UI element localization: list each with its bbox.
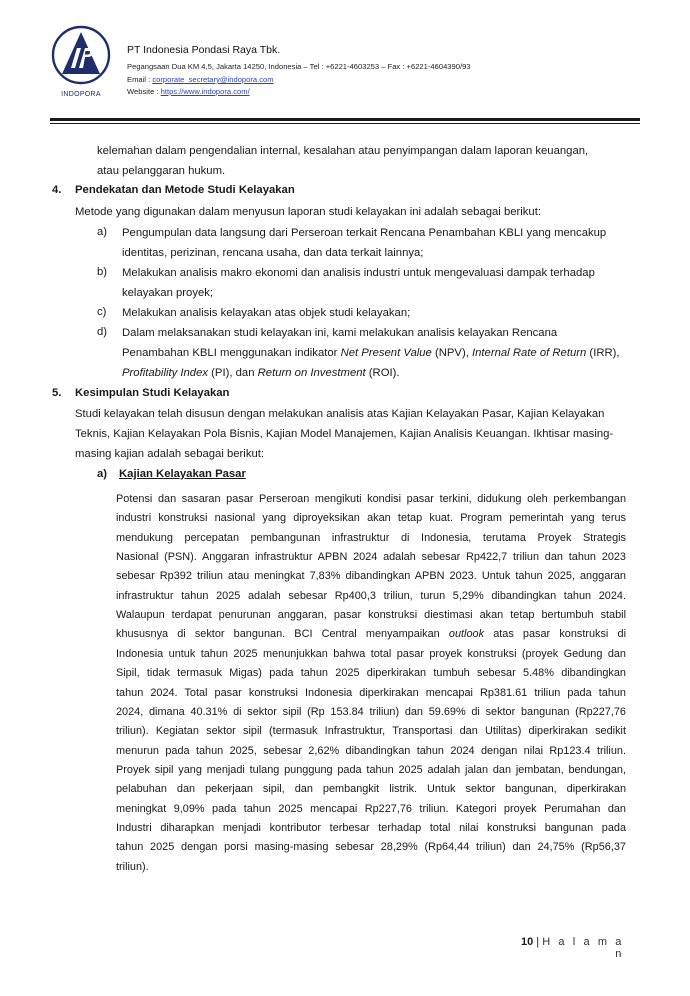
list-marker: c) <box>97 306 107 318</box>
paragraph-line: Proyek sipil yang menjadi tulang punggung pada tahun 2025 adalah jalan dan jembatan, bendungan, <box>116 763 626 776</box>
list-item-text: Melakukan analisis makro ekonomi dan analisis industri untuk mengevaluasi dampak terhadap <box>122 267 595 279</box>
intro-line: kelemahan dalam pengendalian internal, kesalahan atau penyimpangan dalam laporan keuangan, <box>97 145 589 157</box>
section-title: Kesimpulan Studi Kelayakan <box>75 387 230 399</box>
list-item-text: Melakukan analisis kelayakan atas objek studi kelayakan; <box>122 307 411 319</box>
paragraph-line: tahun 2024. Total pasar konstruksi Indonesia diperkirakan mencapai Rp381.61 triliun pada tahun <box>116 686 626 699</box>
website-label: Website : <box>127 87 161 96</box>
section-number: 4. <box>52 184 62 196</box>
section-title: Pendekatan dan Metode Studi Kelayakan <box>75 184 295 196</box>
paragraph-line: meningkat 9,09% pada tahun 2025 mencapai Rp227,76 triliun. Kategori proyek Perumahan dan <box>116 802 626 815</box>
paragraph-line: mendukung percepatan pembangunan infrastruktur di Indonesia, terutama Proyek Strategis <box>116 531 626 544</box>
subsection-marker: a) <box>97 468 108 480</box>
paragraph-line: khususnya di sektor bangunan. BCI Central menyampaikan outlook atas pasar konstruksi di <box>116 628 626 641</box>
logo-text: INDOPORA <box>61 91 101 98</box>
paragraph-line: menurun pada tahun 2025, sebesar 2,62% dibandingkan tahun 2024 dengan nilai Rp123.4 triliun. <box>116 744 626 757</box>
paragraph-line: sebesar Rp392 triliun atau meningkat 7,83% dibandingkan APBN 2023. Untuk tahun 2025, anggaran <box>116 570 626 583</box>
list-item-text: Penambahan KBLI menggunakan indikator Net Present Value (NPV), Internal Rate of Return (IRR), <box>122 347 620 359</box>
page-footer <box>520 936 624 960</box>
list-item-text: identitas, perizinan, rencana usaha, dan data terkait lainnya; <box>122 247 424 259</box>
company-address: Pegangsaan Dua KM 4,5, Jakarta 14250, Indonesia – Tel : +6221-4603253 – Fax : +6221-4604390/93 <box>127 62 471 71</box>
email-link[interactable]: corporate_secretary@indopora.com <box>152 75 274 84</box>
email-label: Email : <box>127 75 153 84</box>
company-name: PT Indonesia Pondasi Raya Tbk. <box>127 44 281 56</box>
paragraph-line: Teknis, Kajian Kelayakan Pola Bisnis, Kajian Model Manajemen, Kajian Analisis Keuangan. Ikhtisar masing- <box>75 428 614 440</box>
page-word: H a l a m a n <box>542 936 624 960</box>
list-marker: b) <box>97 266 108 278</box>
paragraph-line: Industri diharapkan menjadi kontributor terbesar terhadap total nilai konstruksi bangunan pada <box>116 821 626 834</box>
paragraph-line: triliun). Kegiatan sektor sipil (termasuk Infrastruktur, Transportasi dan Utilitas) diperkirakan sedikit <box>116 725 626 738</box>
paragraph-line: Sipil, tidak termasuk Migas) pada tahun 2025 diperkirakan tumbuh sebesar 5.48% dibandingkan <box>116 667 626 680</box>
paragraph-line: Nasional (PSN). Anggaran infrastruktur APBN 2024 adalah sebesar Rp422,7 triliun dan tahun 2023 <box>116 551 626 564</box>
header-divider <box>50 118 640 121</box>
paragraph-line: Indonesia untuk tahun 2025 menunjukkan bahwa total pasar proyek konstruksi (proyek Gedung dan <box>116 647 626 660</box>
page-number: 10 <box>520 936 534 948</box>
list-marker: a) <box>97 226 108 238</box>
page-separator: | <box>533 936 543 948</box>
paragraph-line: masing kajian adalah sebagai berikut: <box>75 448 265 460</box>
list-item-text: Pengumpulan data langsung dari Perseroan terkait Rencana Penambahan KBLI yang mencakup <box>122 227 607 239</box>
paragraph-line: 2024, dimana 40.31% di sektor sipil (Rp 153.84 triliun) dan 59.69% di sektor bangunan (Rp227,76 <box>116 705 626 718</box>
paragraph-line: Studi kelayakan telah disusun dengan melakukan analisis atas Kajian Kelayakan Pasar, Kajian Kelayakan <box>75 408 605 420</box>
paragraph-line: industri konstruksi nasional yang diproyeksikan akan tetap kuat. Program pemerintah yang terus <box>116 512 626 525</box>
section-number: 5. <box>52 387 62 399</box>
list-item-text: Profitability Index (PI), dan Return on Investment (ROI). <box>122 367 400 379</box>
list-marker: d) <box>97 326 108 338</box>
paragraph-line: Walaupun terdapat penurunan anggaran, pasar konstruksi diestimasi akan tetap bertumbuh stabil <box>116 609 626 622</box>
header-divider-thin <box>50 123 640 124</box>
list-item-text: Dalam melaksanakan studi kelayakan ini, kami melakukan analisis kelayakan Rencana <box>122 327 558 339</box>
paragraph-line: Potensi dan sasaran pasar Perseroan mengikuti kondisi pasar terkini, didukung oleh perkembangan <box>116 493 626 505</box>
italic-term: outlook <box>448 628 485 641</box>
paragraph-line: infrastruktur tahun 2025 adalah sebesar Rp400,3 triliun, turun 5,29% dibandingkan tahun 2024. <box>116 589 626 602</box>
list-item-text: kelayakan proyek; <box>122 287 214 299</box>
indopora-logo-icon <box>50 24 112 90</box>
letterhead <box>50 24 640 108</box>
email-line <box>127 75 274 84</box>
website-link[interactable]: https://www.indopora.com/ <box>160 87 250 96</box>
subsection-title: Kajian Kelayakan Pasar <box>119 468 246 480</box>
paragraph-line: triliun). <box>116 860 149 873</box>
paragraph-line: tahun 2025 dengan porsi masing-masing sebesar 28,29% (Rp64,44 triliun) dan 24,75% (Rp56,37 <box>116 841 626 854</box>
company-logo <box>50 24 112 104</box>
paragraph-line: pelabuhan dan pekerjaan sipil, dan pembangkit listrik. Untuk sektor bangunan, diperkirakan <box>116 783 626 796</box>
website-line <box>127 87 250 96</box>
intro-line: atau pelanggaran hukum. <box>97 165 226 177</box>
section-lead: Metode yang digunakan dalam menyusun laporan studi kelayakan ini adalah sebagai berikut: <box>75 206 541 218</box>
